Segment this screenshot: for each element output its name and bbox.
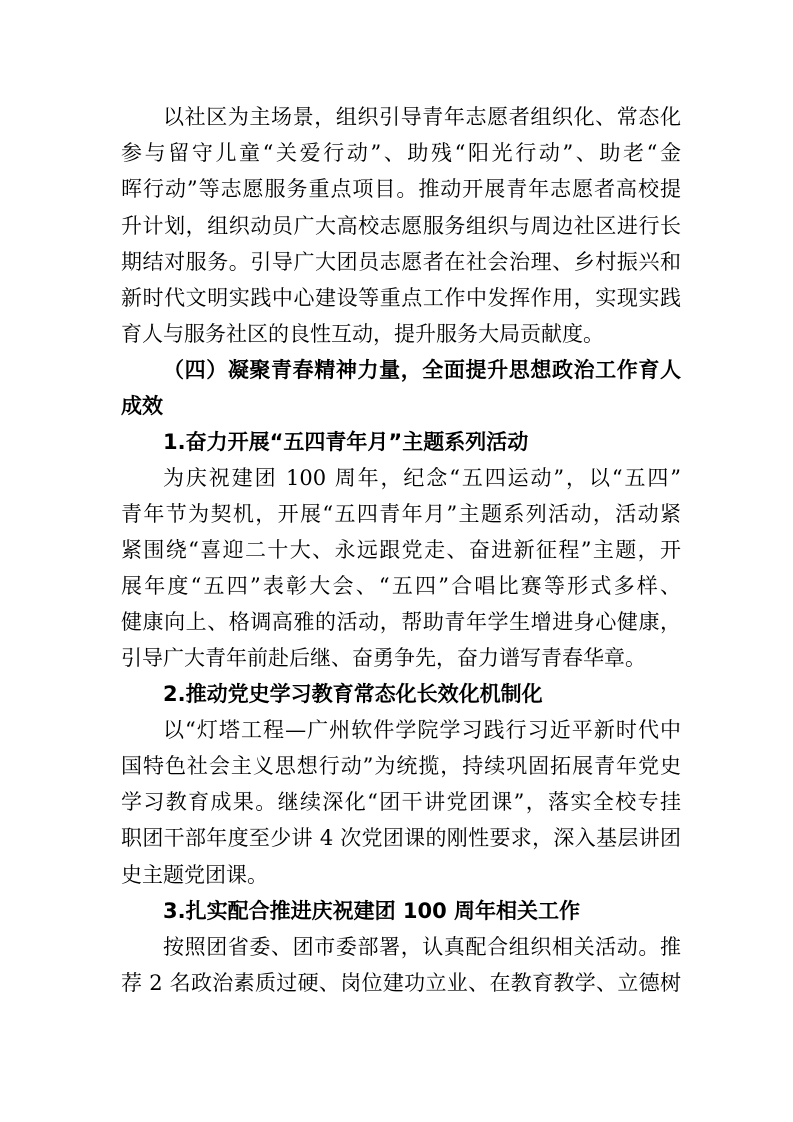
- paragraph-line: 史主题党团课。: [121, 863, 268, 887]
- paragraph-line: 晖行动”等志愿服务重点项目。推动开展青年志愿者高校提: [121, 177, 681, 201]
- item-1-heading: 1.奋力开展“五四青年月”主题系列活动: [163, 430, 529, 454]
- paragraph-line: 紧围绕“喜迎二十大、永远跟党走、奋进新征程”主题，开: [121, 538, 681, 562]
- paragraph-line: 展年度“五四”表彰大会、“五四”合唱比赛等形式多样、: [121, 574, 681, 598]
- paragraph-line: 期结对服务。引导广大团员志愿者在社会治理、乡村振兴和: [121, 250, 681, 274]
- paragraph-line: 健康向上、格调高雅的活动，帮助青年学生增进身心健康，: [121, 610, 681, 634]
- paragraph-line: 国特色社会主义思想行动”为统揽，持续巩固拓展青年党史: [121, 754, 681, 778]
- paragraph-line: 升计划，组织动员广大高校志愿服务组织与周边社区进行长: [121, 214, 681, 238]
- paragraph-line: 荐 2 名政治素质过硬、岗位建功立业、在教育教学、立德树: [121, 971, 681, 995]
- paragraph-line: 青年节为契机，开展“五四青年月”主题系列活动，活动紧: [121, 502, 681, 526]
- item-3-heading: 3.扎实配合推进庆祝建团 100 周年相关工作: [163, 899, 581, 923]
- item-2-heading: 2.推动党史学习教育常态化长效化机制化: [163, 682, 543, 706]
- paragraph-line: 育人与服务社区的良性互动，提升服务大局贡献度。: [121, 322, 604, 346]
- paragraph-line: 按照团省委、团市委部署，认真配合组织相关活动。推: [163, 935, 681, 959]
- paragraph-line: 新时代文明实践中心建设等重点工作中发挥作用，实现实践: [121, 286, 681, 310]
- paragraph-line: 为庆祝建团 100 周年，纪念“五四运动”，以“五四”: [163, 466, 681, 490]
- paragraph-line: 引导广大青年前赴后继、奋勇争先，奋力谱写青春华章。: [121, 646, 646, 670]
- paragraph-line: 参与留守儿童“关爱行动”、助残“阳光行动”、助老“金: [121, 141, 681, 165]
- paragraph-line: 以“灯塔工程—广州软件学院学习践行习近平新时代中: [163, 718, 681, 742]
- section-heading: （四）凝聚青春精神力量，全面提升思想政治工作育人: [163, 358, 681, 382]
- paragraph-line: 学习教育成果。继续深化“团干讲党团课”，落实全校专挂: [121, 790, 681, 814]
- section-heading-continued: 成效: [121, 394, 163, 418]
- paragraph-line: 职团干部年度至少讲 4 次党团课的刚性要求，深入基层讲团: [121, 826, 681, 850]
- paragraph-line: 以社区为主场景，组织引导青年志愿者组织化、常态化: [163, 105, 681, 129]
